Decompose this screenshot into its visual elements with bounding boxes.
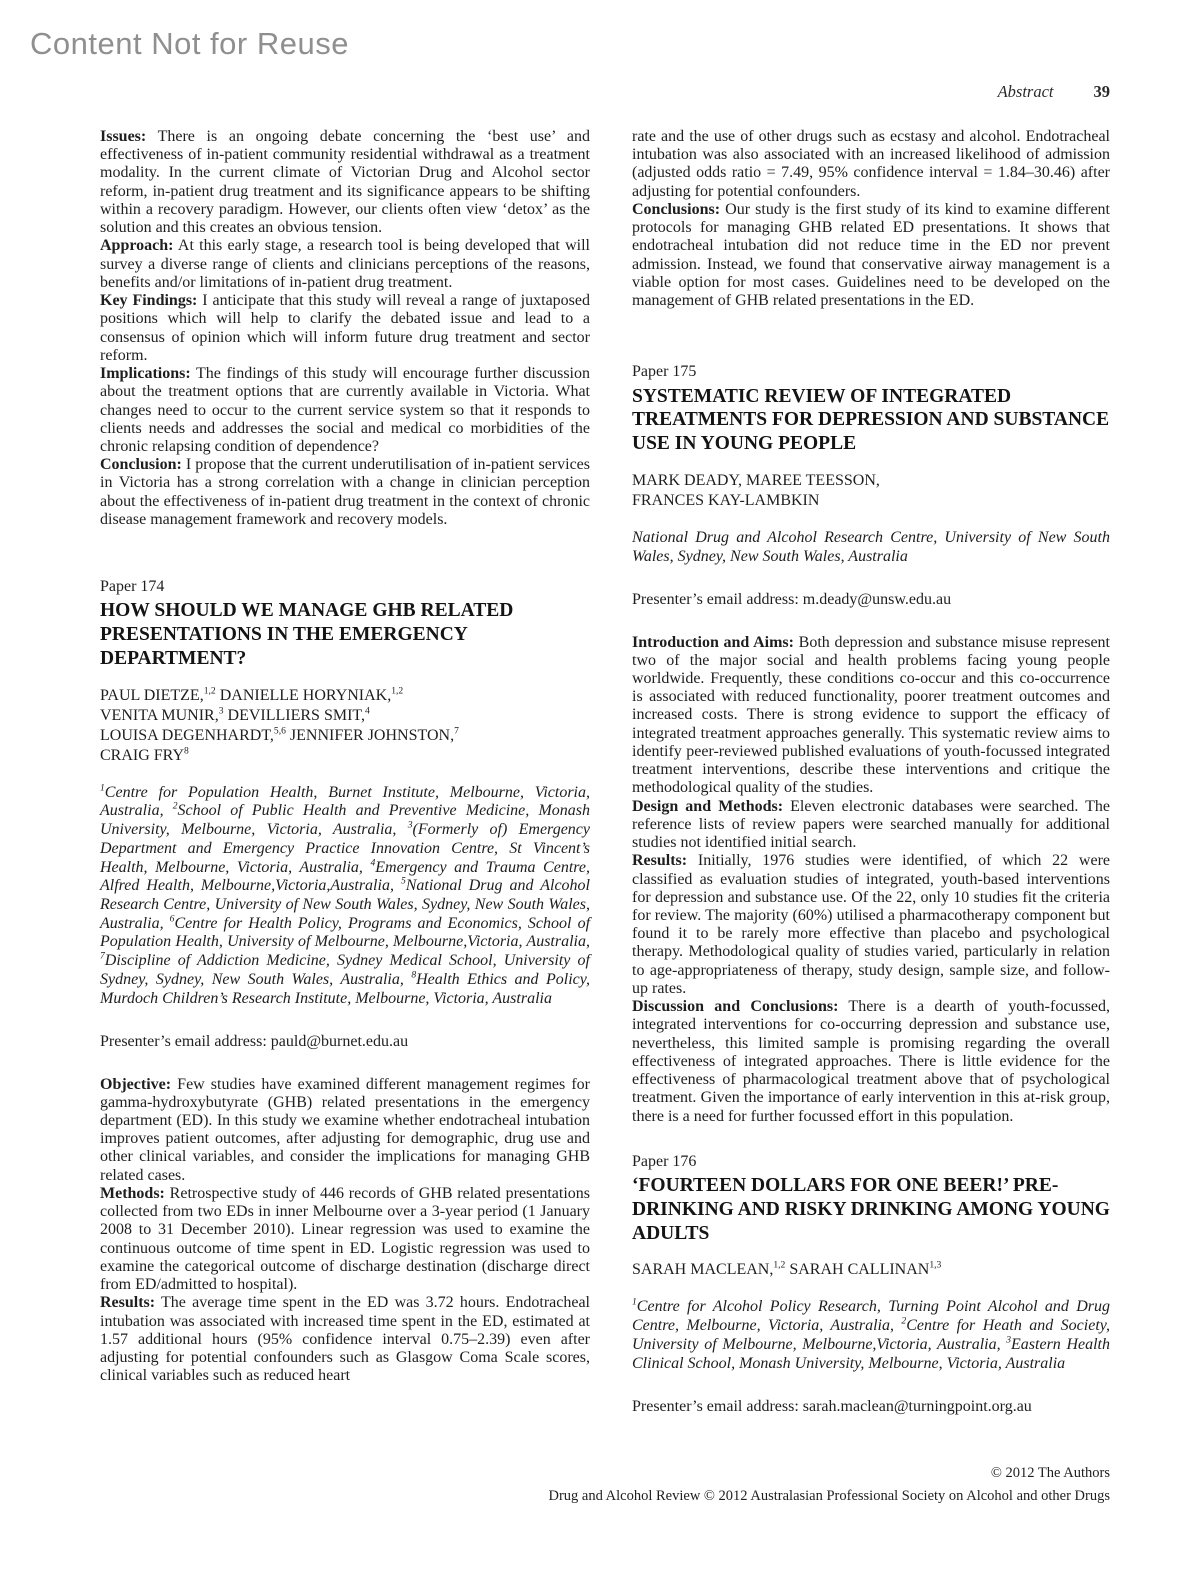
right-column [632,128,1110,1416]
author-line: LOUISA DEGENHARDT,$^{5,6}$ JENNIFER JOHNSTON,$^7$ [100,725,459,744]
section-text: Initially, 1976 studies were identified, of which 22 were classified as evaluation studies of integrated, youth-based interventions for depression and substance use. Of the 22, only 10 studies fit the criteria for review. The majority (60%) utilised a pharmacotherapy component but found it to be rarely more effective than placebo and psychological therapy. Methodological quality of studies varied, particularly in relation to age-appropriateness of therapy, study design, sample size, and follow-up rates. [632,852,1110,997]
section-label: Conclusion: [100,456,182,474]
section-text: Our study is the first study of its kind to examine different protocols for managing GHB related ED presentations. It shows that endotracheal intubation did not reduce time in the ED nor prevent admission. Instead, we found that conservative airway management is a viable option for most cases. Guidelines need to be developed on the management of GHB related presentations in the ED. [632,200,1110,310]
page-footer [548,1462,1110,1508]
section-text: Few studies have examined different management regimes for gamma-hydroxybutyrate (GHB) related presentations in the emergency department (ED). In this study we examine whether endotracheal intubation improves patient outcomes, after adjusting for demographic, drug use and other clinical variables, and consider the implications for managing GHB related cases. [100,1075,590,1184]
footer-journal-line: Drug and Alcohol Review © 2012 Australasian Professional Society on Alcohol and other Drugs [548,1487,1110,1504]
left-column [100,128,590,1416]
continued-results [632,128,1110,310]
abstract-paragraph-objective [100,1076,590,1185]
paper-175 [632,362,1110,1125]
author-list [100,686,590,766]
running-head [998,82,1110,102]
section-label: Key Findings: [100,292,198,310]
section-text: There is an ongoing debate concerning the ‘best use’ and effectiveness of in-patient community residential withdrawal as a treatment modality. In the current climate of Victorian Drug and Alcohol sector reform, in-patient drug treatment and its significance appears to be shifting within a recovery paradigm. However, our clients often view ‘detox’ as the solution and this creates an obvious tension. [100,128,590,237]
affiliations: National Drug and Alcohol Research Centre, University of New South Wales, Sydney, New South Wales, Australia [632,528,1110,565]
two-column-layout [100,128,1110,1416]
section-label: Objective: [100,1075,172,1093]
abstract-body [100,1076,590,1386]
section-text: I propose that the current underutilisation of in-patient services in Victoria has a strong correlation with a change in clinician perception about the effectiveness of in-patient drug treatment in the context of chronic disease management framework and recovery models. [100,456,590,528]
abstract-paragraph-methods [100,1185,590,1294]
abstract-paragraph-results-continued: rate and the use of other drugs such as ecstasy and alcohol. Endotracheal intubation was also associated with an increased likelihood of admission (adjusted odds ratio = 7.49, 95% confidence interval = 1.84–30.46) after adjusting for potential confounders. [632,128,1110,200]
author-list [632,1260,1110,1280]
abstract-paragraph-design-methods [632,798,1110,853]
presenter-email: Presenter’s email address: m.deady@unsw.edu.au [632,591,952,609]
abstract-paragraph-issues [100,128,590,237]
abstract-paragraph-results [100,1294,590,1385]
paper-number: Paper 175 [632,363,697,381]
section-label: Issues: [100,128,147,145]
paper-title: ‘FOURTEEN DOLLARS FOR ONE BEER!’ PRE-DRINKING AND RISKY DRINKING AMONG YOUNG ADULTS [632,1175,1110,1244]
paper-174 [100,577,590,1385]
section-text: Retrospective study of 446 records of GHB related presentations collected from two EDs in inner Melbourne over a 3-year period (1 January 2008 to 31 December 2010). Linear regression was used to examine the continuous outcome of time spent in ED. Logistic regression was used to examine the categorical outcome of discharge destination (discharge direct from ED/admitted to hospital). [100,1184,590,1294]
section-label: Methods: [100,1184,165,1202]
abstract-paragraph-introduction-aims [632,634,1110,798]
section-label: Approach: [100,237,174,255]
section-text: Eleven electronic databases were searched. The reference lists of review papers were searched manually for additional studies not identified initial search. [632,797,1110,852]
paper-title: SYSTEMATIC REVIEW OF INTEGRATED TREATMENTS FOR DEPRESSION AND SUBSTANCE USE IN YOUNG PEOPLE [632,385,1110,455]
watermark-text: Content Not for Reuse [30,26,349,61]
author-line: VENITA MUNIR,$^3$ DEVILLIERS SMIT,$^4$ [100,705,370,724]
abstract-paragraph-key-findings [100,292,590,365]
paper-title: HOW SHOULD WE MANAGE GHB RELATED PRESENTATIONS IN THE EMERGENCY DEPARTMENT? [100,600,514,669]
footer-authors-line: © 2012 The Authors [990,1464,1110,1481]
section-label: Discussion and Conclusions: [632,998,839,1016]
paper-number: Paper 176 [632,1152,697,1170]
author-line: SARAH MACLEAN,$^{1,2}$ SARAH CALLINAN$^{1,3}$ [632,1260,942,1279]
abstract-paragraph-results [632,852,1110,998]
continued-abstract [100,128,590,529]
presenter-email: Presenter’s email address: sarah.maclean@turningpoint.org.au [632,1398,1032,1416]
abstract-paragraph-implications [100,365,590,456]
author-line: PAUL DIETZE,$^{1,2}$ DANIELLE HORYNIAK,$^{1,2}$ [100,685,404,704]
section-label: Implications: [100,365,191,383]
abstract-paragraph-conclusions [632,201,1110,310]
author-list [632,471,1110,511]
presenter-email: Presenter’s email address: pauld@burnet.edu.au [100,1033,409,1051]
section-text: Both depression and substance misuse represent two of the major social and health problems facing young people worldwide. Frequently, these conditions co-occur and this co-occurrence is associated with reduced functionality, poorer treatment outcomes and increased costs. There is strong evidence to support the efficacy of integrated treatment approaches generally. This systematic review aims to identify peer-reviewed published evaluations of youth-focussed integrated treatment interventions, describe these interventions and critique the methodological quality of the studies. [632,633,1110,797]
abstract-paragraph-conclusion [100,456,590,529]
section-label: Design and Methods: [632,797,784,815]
abstract-paragraph-approach [100,237,590,292]
author-line: CRAIG FRY$^8$ [100,745,189,764]
section-label: Conclusions: [632,200,721,218]
running-head-label: Abstract [997,82,1054,101]
abstract-body [632,634,1110,1126]
section-label: Introduction and Aims: [632,633,794,651]
section-label: Results: [632,852,688,870]
affiliations: $^1$Centre for Alcohol Policy Research, Turning Point Alcohol and Drug Centre, Melbourne, Victoria, Australia, $^2$Centre for Heath and Society, University of Melbourne, Melbourne,Victoria, Australia, $^3$Eastern Health Clinical School, Monash University, Melbourne, Victoria, Australia [632,1297,1110,1372]
paper-number: Paper 174 [100,578,165,596]
section-label: Results: [100,1294,156,1312]
section-text: At this early stage, a research tool is being developed that will survey a diverse range of clients and clinicians perceptions of the reasons, benefits and/or limitations of in-patient drug treatment. [100,237,590,291]
affiliations: $^1$Centre for Population Health, Burnet Institute, Melbourne, Victoria, Australia, $^2$School of Public Health and Preventive Medicine, Monash University, Melbourne, Victoria, Australia, $^3$(Formerly of) Emergency Department and Emergency Practice Innovation Centre, St Vincent’s Health, Melbourne, Victoria, Australia, $^4$Emergency and Trauma Centre, Alfred Health, Melbourne,Victoria,Australia, $^5$National Drug and Alcohol Research Centre, University of New South Wales, Sydney, New South Wales, Australia, $^6$Centre for Health Policy, Programs and Economics, School of Population Health, University of Melbourne, Melbourne,Victoria, Australia, $^7$Discipline of Addiction Medicine, Sydney Medical School, University of Sydney, Sydney, New South Wales, Australia, $^8$Health Ethics and Policy, Murdoch Children’s Research Institute, Melbourne, Victoria, Australia [100,782,591,1007]
author-line: MARK DEADY, MAREE TEESSON, [632,471,880,489]
paper-176 [632,1152,1110,1417]
section-text: There is a dearth of youth-focussed, integrated interventions for co-occurring depression and substance use, nevertheless, this limited sample is promising regarding the overall effectiveness of integrated approaches. There is little evidence for the effectiveness of pharmacological treatment above that of psychological treatment. Given the importance of early intervention in this at-risk group, there is a need for further focussed effort in this population. [632,998,1110,1125]
abstract-paragraph-discussion-conclusions [632,998,1110,1126]
section-text: The findings of this study will encourage further discussion about the treatment options that are currently available in Victoria. What changes need to occur to the current service system so that it responds to clients needs and addresses the social and medical co morbidities of the chronic relapsing condition of dependence? [100,365,590,455]
section-text: The average time spent in the ED was 3.72 hours. Endotracheal intubation was associated with increased time spent in the ED, estimated at 1.57 additional hours (95% confidence interval 0.75–2.39) even after adjusting for potential confounders such as Glasgow Coma Scale scores, clinical variables such as reduced heart [100,1294,590,1385]
section-text: I anticipate that this study will reveal a range of juxtaposed positions which will help to clarify the debated issue and lead to a consensus of opinion which will inform future drug treatment and sector reform. [100,292,591,364]
author-line: FRANCES KAY-LAMBKIN [632,491,820,509]
page-number: 39 [1093,82,1110,101]
